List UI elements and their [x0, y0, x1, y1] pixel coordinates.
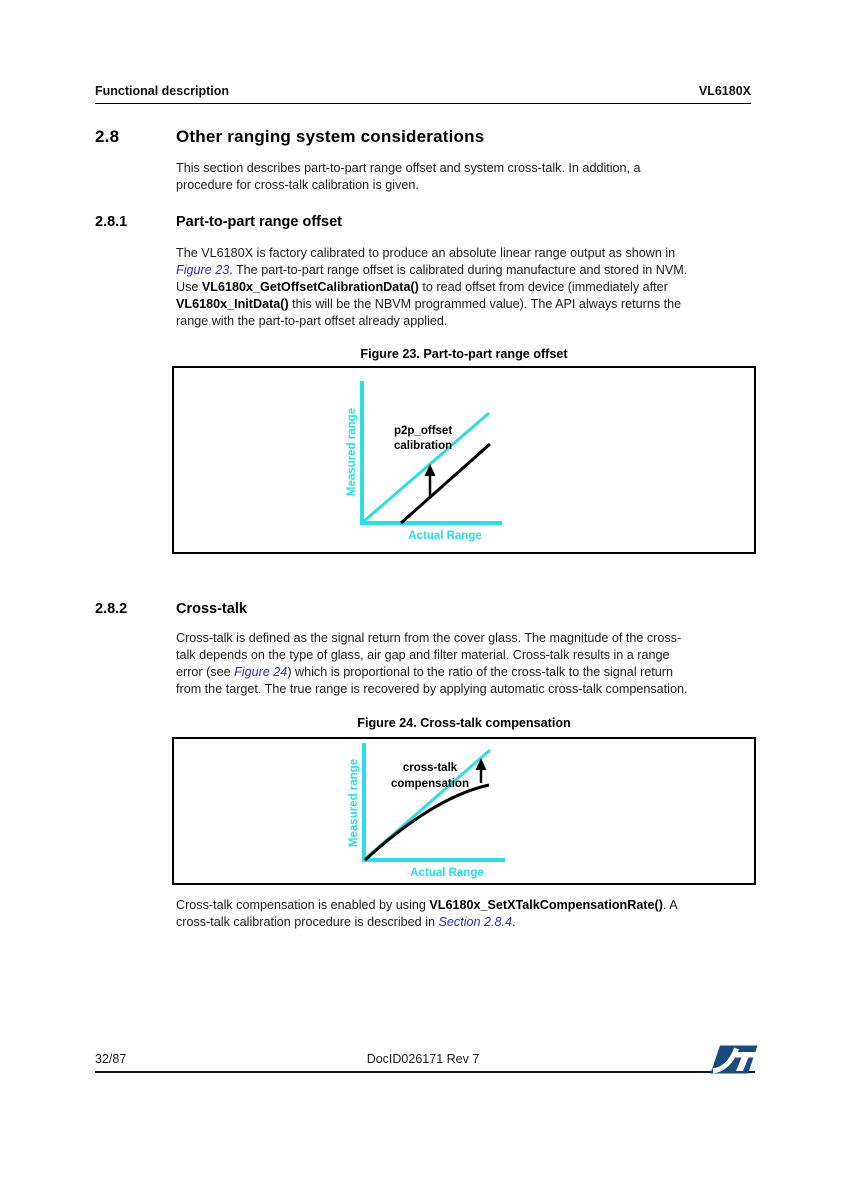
text-line [176, 296, 687, 313]
figure-23-annotation-line2: calibration [394, 440, 453, 452]
cross-talk-curve [365, 785, 489, 860]
header-doc-title: VL6180X [698, 84, 751, 98]
text-line [176, 177, 641, 194]
text-line [176, 914, 678, 931]
figure-24-frame [172, 737, 756, 885]
text-line [176, 279, 687, 296]
footer-rule [95, 1071, 755, 1073]
doc-id: DocID026171 Rev 7 [366, 1052, 480, 1066]
text-line [176, 681, 687, 698]
cross-reference-link[interactable]: Section 2.8.4 [438, 915, 513, 929]
paragraph-part-to-part [176, 245, 687, 330]
text-line [176, 245, 687, 262]
section-2-8-title: Other ranging system considerations [176, 127, 485, 146]
paragraph-compensation [176, 897, 678, 931]
figure-24-y-axis-label: Measured range [348, 758, 360, 848]
emphasized-text: VL6180x_SetXTalkCompensationRate() [429, 898, 663, 912]
body-text: ) which is proportional to the ratio of the cross-talk to the signal return [287, 665, 674, 679]
figure-23-y-axis-label: Measured range [346, 407, 358, 497]
offset-range-line [401, 444, 490, 523]
text-line [176, 313, 687, 330]
figure-23-diagram [174, 368, 754, 552]
text-line [176, 647, 687, 664]
body-text: from the target. The true range is recovered by applying automatic cross-talk compensation. [176, 682, 688, 696]
figure-23-annotation-line1: p2p_offset [394, 425, 453, 437]
text-line [176, 630, 687, 647]
body-text: this will be the NBVM programmed value). The API always returns the [288, 297, 682, 311]
text-line [176, 160, 641, 177]
body-text: Cross-talk compensation is enabled by using [176, 898, 430, 912]
body-text: This section describes part-to-part range offset and system cross-talk. In addition, a [176, 161, 641, 175]
section-2-8-2-title: Cross-talk [176, 601, 247, 617]
text-line [176, 664, 687, 681]
section-2-8-1-number: 2.8.1 [95, 214, 128, 230]
body-text: . A [662, 898, 678, 912]
body-text: talk depends on the type of glass, air gap and filter material. Cross-talk results in a range [176, 648, 670, 662]
body-text: Use [176, 280, 202, 294]
figure-24-annotation-line2: compensation [391, 778, 469, 790]
body-text: The VL6180X is factory calibrated to produce an absolute linear range output as shown in [176, 246, 676, 260]
header-section-title: Functional description [95, 84, 230, 98]
header-rule [95, 103, 751, 104]
figure-24-diagram [174, 739, 754, 883]
paragraph-cross-talk [176, 630, 687, 698]
cross-reference-link[interactable]: Figure 24 [234, 665, 288, 679]
paragraph-intro [176, 160, 641, 194]
cross-reference-link[interactable]: Figure 23 [176, 263, 230, 277]
section-2-8-2-number: 2.8.2 [95, 601, 128, 617]
figure-23-x-axis-label: Actual Range [408, 530, 482, 542]
body-text: procedure for cross-talk calibration is given. [176, 178, 419, 192]
figure-23-caption: Figure 23. Part-to-part range offset [360, 347, 568, 361]
figure-24-caption: Figure 24. Cross-talk compensation [357, 716, 571, 730]
figure-23-frame [172, 366, 756, 554]
emphasized-text: VL6180x_GetOffsetCalibrationData() [201, 280, 419, 294]
body-text: . The part-to-part range offset is calibrated during manufacture and stored in NVM. [229, 263, 688, 277]
body-text: cross-talk calibration procedure is described in [176, 915, 439, 929]
page-number: 32/87 [95, 1052, 127, 1066]
body-text: range with the part-to-part offset already applied. [176, 314, 448, 328]
text-line [176, 897, 678, 914]
body-text: to read offset from device (immediately after [418, 280, 668, 294]
st-logo [710, 1045, 758, 1079]
st-logo-icon [710, 1045, 758, 1074]
body-text: . [512, 915, 516, 929]
body-text: error (see [176, 665, 235, 679]
section-2-8-1-title: Part-to-part range offset [176, 214, 342, 230]
figure-24-annotation-line1: cross-talk [402, 762, 458, 774]
text-line [176, 262, 687, 279]
body-text: Cross-talk is defined as the signal return from the cover glass. The magnitude of the cross- [176, 631, 682, 645]
emphasized-text: VL6180x_InitData() [176, 297, 289, 311]
section-2-8-number: 2.8 [95, 127, 120, 146]
figure-24-x-axis-label: Actual Range [410, 867, 484, 879]
